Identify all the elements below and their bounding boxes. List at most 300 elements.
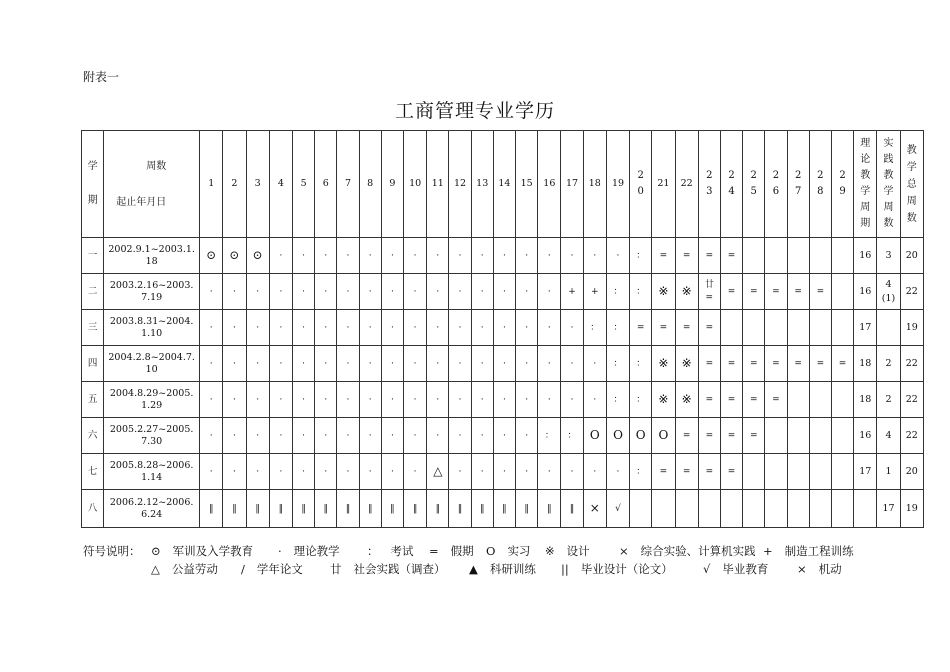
- total-weeks-value: 22: [905, 357, 918, 369]
- week-mark: =: [705, 250, 714, 261]
- legend-label: 毕业教育: [722, 562, 769, 576]
- theory-weeks: [854, 274, 877, 310]
- week-cell: [427, 490, 449, 528]
- week-number-header: [404, 131, 427, 238]
- week-mark: =: [659, 250, 668, 261]
- week-mark: ·: [324, 322, 328, 333]
- week-mark: ·: [593, 250, 597, 261]
- legend-caption: 符号说明：: [83, 544, 141, 558]
- week-cell: [337, 274, 359, 310]
- week-mark: ·: [413, 286, 417, 297]
- week-mark: =: [772, 286, 780, 297]
- date-range: 2005.8.28~2006.1.14: [104, 454, 200, 490]
- total-weeks-value: 22: [905, 429, 918, 441]
- week-cell: [787, 238, 809, 274]
- week-mark: =: [749, 286, 758, 297]
- week-mark: ⊙: [206, 247, 217, 262]
- week-cell: [538, 382, 561, 418]
- week-cell: [652, 310, 675, 346]
- week-mark: ·: [233, 394, 236, 405]
- week-mark: ·: [346, 286, 350, 297]
- week-number: 29: [839, 170, 846, 197]
- week-cell: [493, 490, 515, 528]
- semester-row: [82, 274, 924, 310]
- theory-weeks-value: 16: [859, 285, 872, 297]
- week-number: 17: [566, 178, 579, 189]
- legend-symbol: ⊙: [151, 544, 161, 558]
- week-cell: [831, 310, 853, 346]
- week-mark: ·: [616, 250, 620, 261]
- week-cell: [720, 274, 742, 310]
- week-cell: [404, 454, 427, 490]
- practice-weeks: [877, 346, 900, 382]
- week-mark: +: [590, 286, 599, 297]
- theory-weeks-value: 18: [859, 393, 872, 405]
- week-cell: [337, 382, 359, 418]
- week-mark: ·: [525, 430, 529, 441]
- legend-symbol: /: [241, 562, 245, 576]
- week-mark: ·: [256, 358, 260, 369]
- week-mark: ·: [324, 286, 328, 297]
- practice-weeks: [877, 238, 900, 274]
- week-cell: [493, 454, 515, 490]
- week-cell: [516, 274, 538, 310]
- week-number: 23: [706, 170, 713, 197]
- week-mark: ·: [570, 394, 574, 405]
- page-title: 工商管理专业学历: [394, 100, 555, 122]
- week-mark: ：: [613, 286, 623, 297]
- legend-item: [469, 560, 536, 578]
- week-cell: [292, 346, 314, 382]
- legend-item: [367, 542, 414, 560]
- week-cell: [809, 490, 831, 528]
- week-cell: [720, 454, 742, 490]
- total-weeks-value: 20: [905, 465, 918, 477]
- practice-weeks: [877, 382, 900, 418]
- week-cell: [359, 418, 381, 454]
- week-mark: ‖: [278, 503, 284, 514]
- week-cell: [652, 382, 675, 418]
- theory-weeks-value: 17: [859, 321, 872, 333]
- week-cell: [630, 274, 652, 310]
- legend-label: 毕业设计（论文）: [580, 562, 673, 576]
- week-cell: [743, 454, 765, 490]
- semester-row: [82, 490, 924, 528]
- week-cell: [652, 274, 675, 310]
- week-mark: ·: [390, 286, 394, 297]
- week-mark: ·: [436, 286, 440, 297]
- week-cell: [720, 490, 742, 528]
- legend-symbol: ×: [619, 544, 629, 558]
- week-mark: ‖: [208, 503, 214, 514]
- legend-label: 科研训练: [489, 562, 536, 576]
- week-cell: [223, 382, 246, 418]
- week-mark: ·: [547, 394, 551, 405]
- week-cell: [269, 382, 292, 418]
- week-cell: [246, 310, 269, 346]
- week-cell: [720, 346, 742, 382]
- week-cell: [315, 310, 337, 346]
- week-cell: [652, 490, 675, 528]
- week-cell: [630, 418, 652, 454]
- week-mark: ·: [436, 394, 440, 405]
- week-mark: ·: [302, 250, 306, 261]
- theory-weeks-value: 17: [859, 465, 872, 477]
- week-cell: [652, 346, 675, 382]
- date-range: 2003.8.31~2004.1.10: [104, 310, 200, 346]
- week-mark: ·: [256, 394, 260, 405]
- week-mark: ·: [547, 286, 551, 297]
- legend-label: 公益劳动: [171, 562, 218, 576]
- week-mark: ·: [413, 394, 417, 405]
- week-cell: [516, 346, 538, 382]
- date-range: 2003.2.16~2003.7.19: [104, 274, 200, 310]
- practice-weeks: [877, 454, 900, 490]
- week-number-header: [427, 131, 449, 238]
- week-mark: =: [682, 250, 691, 261]
- week-mark: ·: [324, 430, 328, 441]
- week-cell: [787, 418, 809, 454]
- weeks-corner-header: [104, 131, 200, 238]
- week-cell: [292, 310, 314, 346]
- week-number: 9: [389, 178, 396, 189]
- week-number: 2: [231, 178, 238, 189]
- week-mark: =: [682, 430, 691, 441]
- week-mark: ‖: [435, 503, 441, 514]
- week-mark: ：: [567, 430, 577, 441]
- week-mark: ·: [525, 286, 529, 297]
- week-cell: [223, 310, 246, 346]
- semester-row: [82, 454, 924, 490]
- week-number-header: [743, 131, 765, 238]
- week-mark: ·: [302, 394, 306, 405]
- week-mark: =: [727, 358, 736, 369]
- week-mark: ·: [458, 430, 462, 441]
- week-mark: ·: [458, 322, 462, 333]
- week-mark: ：: [590, 322, 600, 333]
- week-mark: ·: [302, 358, 306, 369]
- week-number: 14: [498, 178, 511, 189]
- week-mark: ·: [256, 286, 260, 297]
- week-number: 25: [750, 170, 757, 197]
- week-cell: [630, 454, 652, 490]
- week-mark: ‖: [502, 503, 507, 514]
- week-mark: ※: [658, 391, 669, 406]
- week-number: 8: [367, 178, 374, 189]
- week-mark: ‖: [255, 503, 260, 514]
- legend-item: [486, 542, 530, 560]
- week-cell: [269, 310, 292, 346]
- week-cell: [223, 274, 246, 310]
- week-mark: =: [636, 322, 645, 333]
- week-mark: ·: [480, 466, 484, 477]
- week-mark: ·: [480, 286, 484, 297]
- week-mark: ·: [302, 430, 306, 441]
- week-cell: [538, 310, 561, 346]
- week-number-header: [516, 131, 538, 238]
- week-mark: O: [589, 427, 600, 442]
- week-mark: ※: [681, 283, 692, 298]
- week-mark: ·: [436, 250, 440, 261]
- week-cell: [292, 418, 314, 454]
- week-number-header: [606, 131, 629, 238]
- week-mark: ·: [279, 394, 283, 405]
- legend-symbol: ※: [545, 544, 555, 558]
- semester-term: 五: [82, 382, 104, 418]
- semester-term: 四: [82, 346, 104, 382]
- week-cell: [743, 274, 765, 310]
- week-number: 10: [409, 178, 422, 189]
- week-cell: [809, 346, 831, 382]
- week-mark: ·: [256, 430, 260, 441]
- legend-label: 制造工程训练: [784, 544, 854, 558]
- week-mark: ‖: [345, 503, 351, 514]
- legend-label: 学年论文: [256, 562, 303, 576]
- week-mark: ·: [502, 466, 506, 477]
- semester-row: [82, 238, 924, 274]
- week-mark: ·: [279, 358, 283, 369]
- total-weeks: [900, 454, 923, 490]
- week-cell: [381, 310, 403, 346]
- week-mark: ：: [636, 394, 646, 405]
- semester-term: 七: [82, 454, 104, 490]
- week-mark: ·: [436, 430, 440, 441]
- week-cell: [765, 418, 787, 454]
- practice-weeks-value: 17: [882, 502, 895, 514]
- week-cell: [471, 238, 493, 274]
- week-cell: [698, 346, 720, 382]
- week-number: 18: [588, 178, 601, 189]
- total-weeks: [900, 238, 923, 274]
- week-cell: [720, 382, 742, 418]
- week-number-header: [720, 131, 742, 238]
- week-mark: ：: [613, 322, 623, 333]
- week-mark: ·: [209, 322, 213, 333]
- week-cell: [200, 310, 223, 346]
- week-cell: [404, 490, 427, 528]
- week-mark: =: [727, 466, 736, 477]
- theory-weeks: [854, 454, 877, 490]
- theory-weeks-value: 16: [859, 249, 872, 261]
- week-cell: [381, 274, 403, 310]
- week-cell: [292, 490, 314, 528]
- week-mark: ‖: [323, 503, 329, 514]
- week-cell: [381, 418, 403, 454]
- week-cell: [381, 490, 403, 528]
- week-mark: ·: [502, 286, 506, 297]
- week-mark: ·: [525, 466, 529, 477]
- week-cell: [538, 274, 561, 310]
- total-weeks-value: 20: [905, 249, 918, 261]
- week-mark: ·: [413, 358, 417, 369]
- week-cell: [449, 418, 471, 454]
- legend-item: [151, 542, 253, 560]
- week-cell: [720, 238, 742, 274]
- week-cell: [698, 490, 720, 528]
- week-mark: ·: [324, 358, 328, 369]
- week-cell: [787, 382, 809, 418]
- week-cell: [223, 454, 246, 490]
- week-cell: [292, 382, 314, 418]
- week-mark: =: [659, 322, 668, 333]
- week-number-header: [538, 131, 561, 238]
- week-mark: O: [635, 427, 646, 442]
- week-cell: [630, 490, 652, 528]
- week-cell: [516, 454, 538, 490]
- week-mark: =: [705, 358, 714, 369]
- week-mark: =: [705, 430, 714, 441]
- week-cell: [606, 382, 629, 418]
- practice-weeks: [877, 274, 900, 310]
- week-cell: [606, 454, 629, 490]
- week-number: 6: [322, 178, 329, 189]
- week-cell: [743, 310, 765, 346]
- semester-term: 二: [82, 274, 104, 310]
- week-cell: [606, 310, 629, 346]
- week-mark: ※: [658, 355, 669, 370]
- legend-symbol: =: [429, 544, 439, 558]
- semester-row: [82, 382, 924, 418]
- week-mark: =: [705, 466, 714, 477]
- week-cell: [583, 346, 606, 382]
- week-mark: ※: [658, 283, 669, 298]
- week-mark: ·: [209, 358, 213, 369]
- week-mark: ·: [480, 430, 484, 441]
- week-cell: [516, 418, 538, 454]
- week-cell: [538, 490, 561, 528]
- week-cell: [246, 490, 269, 528]
- week-cell: [493, 382, 515, 418]
- week-number-header: [246, 131, 269, 238]
- week-mark: ·: [547, 322, 551, 333]
- week-number-header: [652, 131, 675, 238]
- week-cell: [404, 274, 427, 310]
- week-cell: [765, 274, 787, 310]
- week-mark: ·: [233, 286, 236, 297]
- theory-weeks: [854, 418, 877, 454]
- week-mark: ⊙: [229, 247, 240, 262]
- week-cell: [561, 382, 583, 418]
- week-cell: [606, 490, 629, 528]
- week-mark: ·: [480, 394, 484, 405]
- date-range: 2004.2.8~2004.7.10: [104, 346, 200, 382]
- week-cell: [675, 346, 698, 382]
- week-mark: =: [816, 286, 825, 297]
- week-mark: =: [659, 466, 668, 477]
- legend-item: [561, 560, 673, 578]
- week-mark: ：: [636, 358, 646, 369]
- week-number-header: [809, 131, 831, 238]
- week-cell: [404, 382, 427, 418]
- week-cell: [359, 310, 381, 346]
- week-cell: [831, 382, 853, 418]
- week-cell: [200, 454, 223, 490]
- theory-weeks: [854, 490, 877, 528]
- week-cell: [315, 238, 337, 274]
- week-cell: [516, 238, 538, 274]
- week-mark: ⊙: [252, 247, 263, 262]
- semester-header: 学期: [82, 131, 104, 238]
- week-mark: ·: [525, 358, 529, 369]
- legend-item: [619, 542, 756, 560]
- week-cell: [404, 346, 427, 382]
- week-mark: ·: [209, 394, 213, 405]
- week-cell: [606, 346, 629, 382]
- week-mark: ·: [368, 430, 372, 441]
- week-cell: [449, 454, 471, 490]
- week-mark: ‖: [390, 503, 395, 514]
- semester-term: 六: [82, 418, 104, 454]
- week-cell: [583, 490, 606, 528]
- week-cell: [471, 454, 493, 490]
- week-mark: ※: [681, 355, 692, 370]
- total-weeks-value: 19: [905, 321, 918, 333]
- week-cell: [449, 382, 471, 418]
- week-mark: =: [727, 286, 736, 297]
- week-mark: ·: [413, 322, 417, 333]
- week-cell: [381, 454, 403, 490]
- week-cell: [337, 454, 359, 490]
- week-mark: =: [727, 250, 736, 261]
- week-number: 21: [657, 178, 670, 189]
- week-mark: ·: [390, 250, 394, 261]
- week-mark: ·: [233, 322, 236, 333]
- week-cell: [315, 418, 337, 454]
- week-cell: [269, 238, 292, 274]
- week-cell: [538, 346, 561, 382]
- week-cell: [493, 274, 515, 310]
- week-mark: ·: [525, 250, 529, 261]
- theory-weeks-header: 理论教学周期: [854, 131, 877, 238]
- week-cell: [493, 346, 515, 382]
- week-mark: ·: [570, 466, 574, 477]
- week-mark: =: [749, 394, 758, 405]
- week-cell: [359, 346, 381, 382]
- start-end-label: 起止年月日: [116, 197, 167, 208]
- week-mark: =: [772, 358, 780, 369]
- semester-row: [82, 418, 924, 454]
- legend-symbol: ▲: [469, 562, 478, 576]
- week-cell: [471, 346, 493, 382]
- week-number: 13: [476, 178, 489, 189]
- week-number-header: [583, 131, 606, 238]
- week-cell: [698, 238, 720, 274]
- week-mark: ·: [502, 322, 506, 333]
- week-number: 12: [453, 178, 467, 189]
- week-mark: ·: [480, 358, 484, 369]
- week-mark: ·: [458, 286, 462, 297]
- week-mark: =: [794, 358, 802, 369]
- schedule-table: [81, 130, 924, 528]
- week-cell: [652, 454, 675, 490]
- week-mark: ·: [209, 466, 213, 477]
- week-cell: [787, 454, 809, 490]
- week-cell: [831, 238, 853, 274]
- week-cell: [561, 418, 583, 454]
- legend-item: [703, 560, 768, 578]
- week-cell: [765, 382, 787, 418]
- week-mark: ·: [302, 466, 306, 477]
- total-weeks: [900, 418, 923, 454]
- week-mark: ·: [458, 394, 462, 405]
- practice-weeks-value: 1: [885, 465, 892, 477]
- week-cell: [831, 274, 853, 310]
- week-cell: [223, 346, 246, 382]
- week-number-header: [359, 131, 381, 238]
- week-number: 19: [611, 178, 625, 189]
- week-mark: ·: [302, 322, 306, 333]
- week-cell: [427, 382, 449, 418]
